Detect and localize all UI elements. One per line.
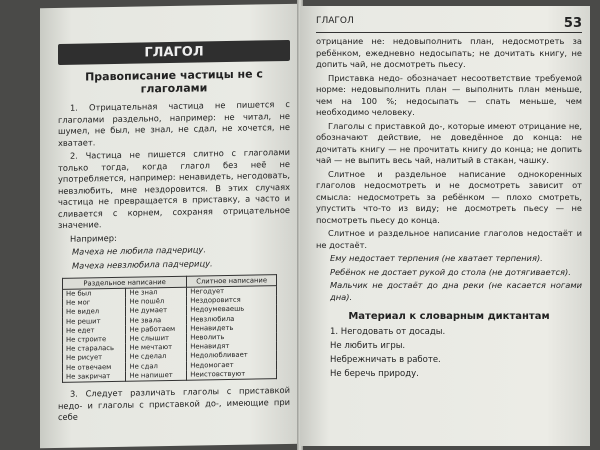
table-cell: Не напишет	[126, 371, 187, 382]
dictation-item: Небрежничать в работе.	[330, 355, 441, 365]
table-cell: Не знал	[126, 287, 187, 298]
table-cell: Невзлюбила	[187, 314, 277, 325]
left-page	[40, 4, 302, 449]
table-header-separate: Раздельное написание	[63, 276, 187, 289]
chapter-title: ГЛАГОЛ	[58, 40, 290, 65]
table-cell: Ненавидят	[187, 341, 277, 352]
table-cell: Нездоровится	[187, 295, 277, 306]
table-cell: Недоумеваешь	[187, 305, 277, 316]
table-cell: Ненавидеть	[187, 323, 277, 334]
table-cell: Не слышит	[126, 334, 187, 344]
example-label: Например:	[70, 232, 117, 244]
dictation-section-title: Материал к словарным диктантам	[348, 311, 550, 322]
table-header-joined: Слитное написание	[187, 275, 277, 288]
table-cell: Не закричат	[63, 372, 126, 383]
paragraph: отрицание не: недовыполнить план, недосмотреть за ребёнком, ежедневно недосыпать; не дочитать книгу, не допить чай, не досмотреть пьесу.	[316, 36, 582, 69]
running-head	[316, 16, 582, 33]
table-cell: Негодует	[187, 286, 277, 297]
paragraph: Глаголы с приставкой до-, которые имеют отрицание не, обозначают действие, не доведённое до конца: не дочитать книгу — не прочитать книгу до конца; не допить чай — не выпить весь чай, налитый в стакан, чашку.	[316, 120, 582, 165]
table-cell: Не думает	[126, 306, 187, 316]
example-1: Мачеха не любила падчерицу.	[72, 244, 206, 257]
example: Ему недостает терпения (не хватает терпения).	[330, 253, 543, 263]
table-cell: Не был	[63, 288, 126, 299]
page-number: 53	[563, 16, 582, 31]
running-head-title: ГЛАГОЛ	[316, 16, 354, 26]
table-cell: Недолюбливает	[187, 351, 277, 362]
example-2: Мачеха невзлюбила падчерицу.	[72, 257, 213, 271]
table-cell: Не звала	[126, 315, 187, 325]
table-cell: Не рисует	[63, 353, 126, 363]
dictation-item: Не любить игры.	[330, 341, 406, 351]
table-cell: Не работаем	[126, 325, 187, 335]
table-cell: Недомогает	[187, 360, 277, 371]
table-cell: Не мечтают	[126, 343, 187, 353]
rule-1: 1. Отрицательная частица не пишется с глаголами раздельно, например: не читал, не шумел, не был, не знал, не сдал, не хочется, не хватает.	[58, 98, 290, 148]
table-cell: Не сдал	[126, 361, 187, 371]
right-page	[300, 6, 590, 446]
example: Мальчик не достаёт до дна реки (не касается ногами дна).	[330, 280, 582, 302]
table-cell: Не едет	[63, 326, 126, 336]
rule-2: 2. Частица не пишется слитно с глаголами только тогда, когда глагол без неё не употребляется, например: ненавидеть, негодовать, невзлюбить, мне нездоровится. В этих случаях частица не превращается в приставку, а часто и сливается с корнем, сохраняя отрицательное значение.	[58, 146, 290, 230]
table-cell: Не старалась	[63, 344, 126, 354]
rule-3: 3. Следует различать глаголы с приставкой недо- и глаголы с приставкой до-, имеющие при себе	[58, 384, 290, 423]
table-cell: Неволить	[187, 332, 277, 343]
spelling-table	[62, 274, 277, 383]
section-title: Правописание частицы не с глаголами	[85, 67, 263, 96]
paragraph: Слитное и раздельное написание однокоренных глаголов недосмотреть и не досмотреть зависит от смысла: недосмотреть за ребёнком — плохо смотреть, упустить что-то из виду; не досмотреть пьесу — не посмотреть пьесу до конца.	[316, 168, 582, 225]
table-cell: Не пошёл	[126, 297, 187, 307]
table-cell: Не сделал	[126, 352, 187, 362]
paragraph: Слитное и раздельное написание глаголов недостаёт и не достаёт.	[316, 228, 582, 250]
table-cell: Не строите	[63, 335, 126, 345]
dictation-item: 1. Негодовать от досады.	[330, 327, 446, 337]
dictation-list	[316, 326, 582, 380]
table-cell: Не мог	[63, 298, 126, 308]
table-cell: Не видел	[63, 307, 126, 317]
table-cell: Неистовствуют	[187, 369, 277, 380]
dictation-item: Не беречь природу.	[330, 369, 419, 379]
table-cell: Не решит	[63, 316, 126, 326]
paragraph: Приставка недо- обозначает несоответствие требуемой норме: недовыполнить план — выполнить план меньше, чем на 100 %; недосыпать — спать меньше, чем необходимо человеку.	[316, 72, 582, 117]
table-cell: Не отвечаем	[63, 362, 126, 372]
example: Ребёнок не достает рукой до стола (не дотягивается).	[330, 266, 571, 277]
